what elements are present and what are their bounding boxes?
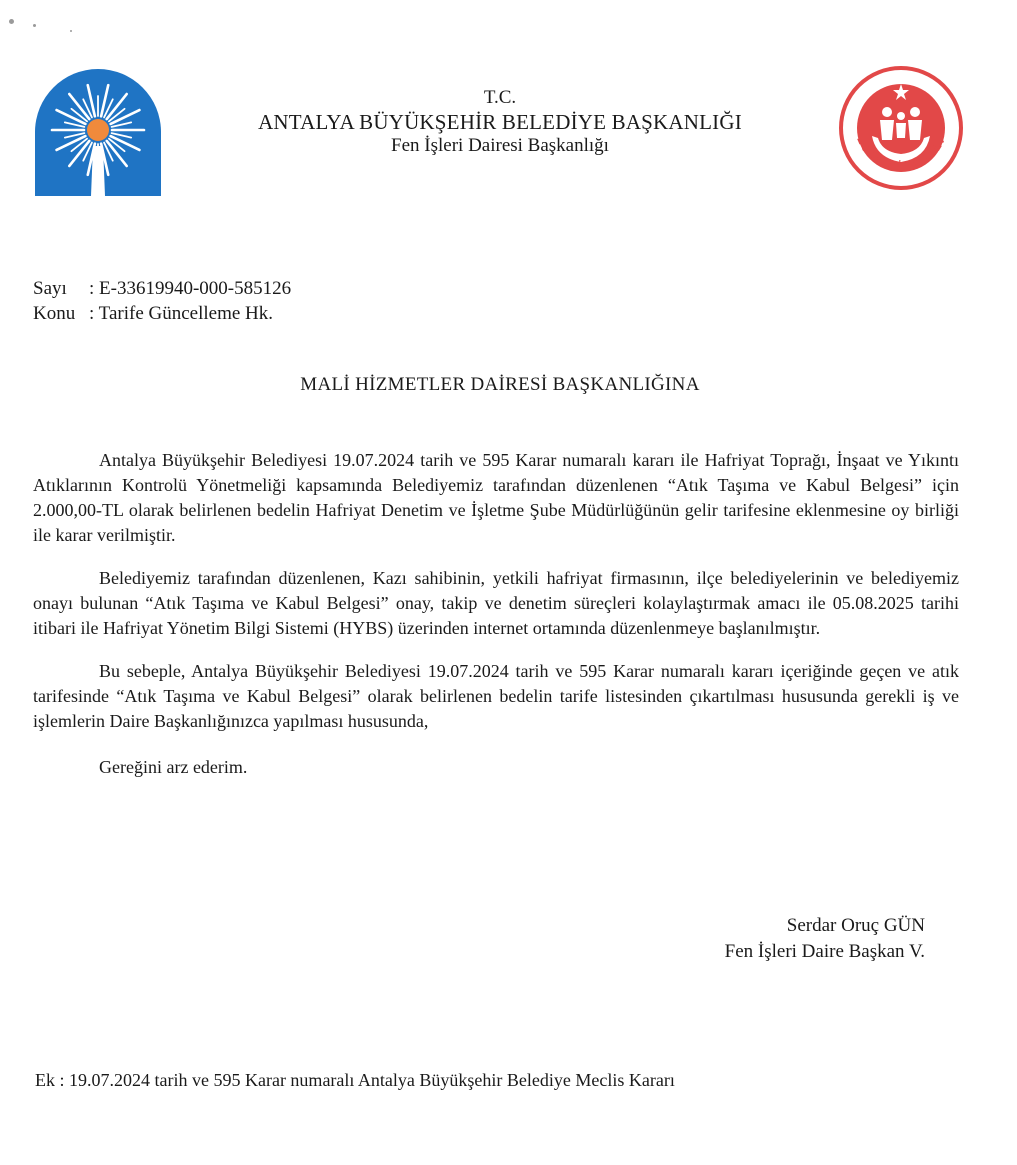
header-organization: ANTALYA BÜYÜKŞEHİR BELEDİYE BAŞKANLIĞI xyxy=(258,110,742,134)
sun-arch-logo-icon xyxy=(33,68,163,198)
signatory-title: Fen İşleri Daire Başkan V. xyxy=(724,941,925,962)
meta-subject-row xyxy=(33,301,291,326)
addressee: MALİ HİZMETLER DAİRESİ BAŞKANLIĞINA xyxy=(300,374,700,395)
header-department: Fen İşleri Dairesi Başkanlığı xyxy=(391,135,609,156)
body-paragraph: Bu sebeple, Antalya Büyükşehir Belediyesi 19.07.2024 tarih ve 595 Karar numaralı kararı içeriğinde geçen ve atık tarifesinde “Atık Taşıma ve Kabul Belgesi” olarak belirlenen bedelin tarife listesinden çıkartılması hususunda gerekli iş ve işlemlerin Daire Başkanlığınızca yapılması hususunda, xyxy=(33,661,959,731)
meta-number-value: : E-33619940-000-585126 xyxy=(89,278,292,299)
letter-header xyxy=(230,86,770,158)
family-year-emblem xyxy=(836,66,966,196)
body-paragraph: Antalya Büyükşehir Belediyesi 19.07.2024 tarih ve 595 Karar numaralı kararı ile Hafriyat Toprağı, İnşaat ve Yıkıntı Atıklarının Kontrolü Yönetmeliği kapsamında Belediyemiz tarafından düzenlenen “Atık Taşıma ve Kabul Belgesi” için 2.000,00-TL olarak belirlenen bedelin Hafriyat Denetim ve İşletme Şube Müdürlüğünün gelir tarifesine eklenmesine oy birliği ile karar verilmiştir. xyxy=(33,450,959,545)
scan-speck xyxy=(33,24,36,27)
signature-block xyxy=(640,913,925,965)
closing-line: Gereğini arz ederim. xyxy=(99,757,248,777)
antalya-municipality-logo xyxy=(33,68,163,198)
scan-speck xyxy=(70,30,72,32)
header-country: T.C. xyxy=(483,87,517,108)
meta-number-label: Sayı xyxy=(33,278,67,299)
meta-subject-label: Konu xyxy=(33,303,76,324)
emblem-text: 2025 AİLE YILI xyxy=(854,134,948,174)
body-paragraph: Belediyemiz tarafından düzenlenen, Kazı sahibinin, yetkili hafriyat firmasının, ilçe belediyelerinin ve belediyemiz onayı bulunan “Atık Taşıma ve Kabul Belgesi” onay, takip ve denetim süreçleri kolaylaştırmak amacı ile 05.08.2025 tarihi itibari ile Hafriyat Yönetim Bilgi Sistemi (HYBS) üzerinden internet ortamında düzenlenmeye başlanılmıştır. xyxy=(33,568,959,638)
scan-speck xyxy=(9,19,14,24)
meta-subject-value: : Tarife Güncelleme Hk. xyxy=(89,303,274,324)
meta-number-row xyxy=(33,276,291,301)
signatory-name: Serdar Oruç GÜN xyxy=(786,915,925,936)
family-year-emblem-icon xyxy=(836,66,966,196)
attachment-note: Ek : 19.07.2024 tarih ve 595 Karar numaralı Antalya Büyükşehir Belediye Meclis Kararı xyxy=(35,1070,675,1090)
document-meta xyxy=(33,276,291,326)
letter-body xyxy=(33,448,959,780)
